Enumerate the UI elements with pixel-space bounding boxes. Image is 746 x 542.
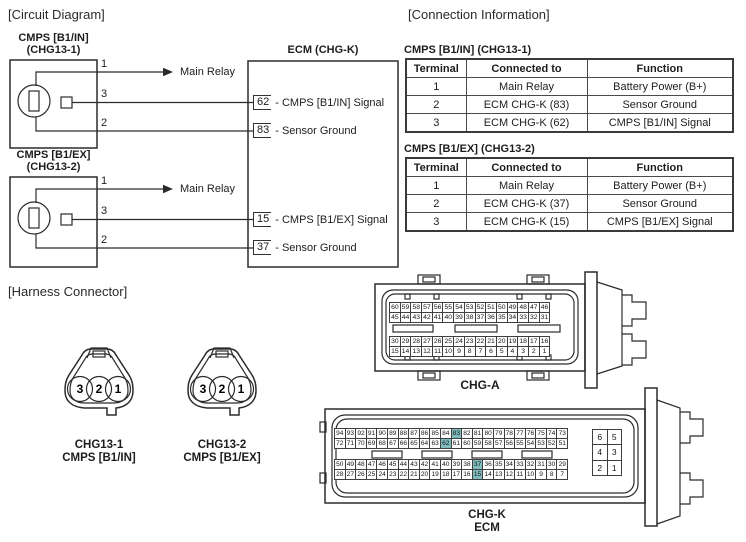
cell-function: Battery Power (B+)	[587, 78, 733, 96]
pin-cell-22: 22	[475, 336, 487, 347]
pin-cell-36: 36	[485, 312, 497, 323]
pin-cell-71: 71	[345, 438, 357, 449]
pin-cell-8: 8	[546, 469, 558, 480]
sensor1-name: CMPS [B1/IN]	[18, 32, 89, 44]
chg-a-pin-grid-bottom	[389, 336, 550, 357]
pin-cell-82: 82	[461, 428, 473, 439]
connection-table-1	[405, 58, 734, 133]
pin-cell-4: 4	[592, 444, 608, 460]
pin-cell-24: 24	[453, 336, 465, 347]
pin-cell-22: 22	[398, 469, 410, 480]
pin-cell-29: 29	[556, 459, 568, 470]
pin-cell-41: 41	[432, 312, 444, 323]
pin-cell-52: 52	[475, 302, 487, 313]
pin-cell-67: 67	[387, 438, 399, 449]
cell-terminal: 3	[406, 114, 466, 133]
pin-cell-30: 30	[546, 459, 558, 470]
cell-connected-to: ECM CHG-K (15)	[466, 213, 587, 232]
wire-number: 1	[101, 58, 108, 70]
wire-number: 2	[101, 234, 108, 246]
pin-cell-48: 48	[517, 302, 529, 313]
chg-k-pin-grid-top	[334, 428, 568, 449]
pin-cell-54: 54	[453, 302, 465, 313]
sensor2-connector-id: (CHG13-2)	[26, 161, 81, 173]
pin-cell-49: 49	[507, 302, 519, 313]
pin-cell-60: 60	[461, 438, 473, 449]
pin-cell-27: 27	[421, 336, 433, 347]
pin-cell-12: 12	[421, 346, 433, 357]
pin-cell-80: 80	[482, 428, 494, 439]
pin-cell-89: 89	[387, 428, 399, 439]
pin-cell-4: 4	[507, 346, 519, 357]
pin-cell-20: 20	[419, 469, 431, 480]
pin-cell-56: 56	[432, 302, 444, 313]
pin-cell-56: 56	[504, 438, 516, 449]
pin-cell-23: 23	[464, 336, 476, 347]
pin-cell-83: 83	[451, 428, 463, 439]
pin-cell-40: 40	[440, 459, 452, 470]
main-relay-label: Main Relay	[180, 66, 236, 78]
pin-cell-42: 42	[421, 312, 433, 323]
pin-cell-36: 36	[482, 459, 494, 470]
ecm-pin-function: - CMPS [B1/IN] Signal	[275, 96, 385, 109]
chg-a-label: CHG-A	[460, 378, 500, 392]
pin-cell-10: 10	[525, 469, 537, 480]
pin-cell-61: 61	[451, 438, 463, 449]
cell-terminal: 2	[406, 195, 466, 213]
pin-cell-34: 34	[507, 312, 519, 323]
pin-cell-25: 25	[442, 336, 454, 347]
cell-connected-to: Main Relay	[466, 177, 587, 195]
pin-row	[592, 444, 622, 460]
pin-cell-38: 38	[464, 312, 476, 323]
pin-cell-5: 5	[496, 346, 508, 357]
harness-connector-symbol-1	[65, 348, 133, 415]
cell-terminal: 1	[406, 177, 466, 195]
col-header-connected-to: Connected to	[466, 158, 587, 177]
pin-cell-21: 21	[485, 336, 497, 347]
pin-cell-46: 46	[539, 302, 551, 313]
pin-cell-3: 3	[607, 444, 623, 460]
ecm-pin-number: 83	[253, 123, 271, 138]
cell-connected-to: ECM CHG-K (62)	[466, 114, 587, 133]
table-row	[406, 114, 733, 133]
pin-cell-25: 25	[366, 469, 378, 480]
pin-cell-52: 52	[546, 438, 558, 449]
pin-cell-29: 29	[400, 336, 412, 347]
pin-cell-38: 38	[461, 459, 473, 470]
pin-cell-2: 2	[592, 460, 608, 476]
pin-cell-86: 86	[419, 428, 431, 439]
cell-connected-to: ECM CHG-K (37)	[466, 195, 587, 213]
pin-row	[389, 346, 550, 357]
wire-number: 3	[101, 205, 108, 217]
pin-cell-51: 51	[485, 302, 497, 313]
chg-k-sublabel: ECM	[474, 522, 500, 534]
col-header-terminal: Terminal	[406, 59, 466, 78]
pin-cell-78: 78	[504, 428, 516, 439]
ecm-pin-62	[253, 95, 384, 110]
cell-terminal: 1	[406, 78, 466, 96]
circuit-diagram-title: [Circuit Diagram]	[8, 7, 105, 22]
pin-cell-31: 31	[539, 312, 551, 323]
pin-label: 2	[95, 382, 103, 397]
pin-cell-6: 6	[485, 346, 497, 357]
cell-connected-to: Main Relay	[466, 78, 587, 96]
pin-cell-76: 76	[525, 428, 537, 439]
ecm-pin-15	[253, 212, 388, 227]
pin-cell-81: 81	[472, 428, 484, 439]
pin-cell-50: 50	[334, 459, 346, 470]
ecm-pin-number: 15	[253, 212, 271, 227]
harness-connector-title: [Harness Connector]	[8, 284, 128, 299]
pin-cell-30: 30	[389, 336, 401, 347]
pin-cell-93: 93	[345, 428, 357, 439]
pin-cell-24: 24	[376, 469, 388, 480]
pin-cell-14: 14	[482, 469, 494, 480]
table-row	[406, 213, 733, 232]
pin-cell-72: 72	[334, 438, 346, 449]
pin-cell-17: 17	[528, 336, 540, 347]
ecm-box	[248, 61, 398, 267]
pin-cell-94: 94	[334, 428, 346, 439]
pin-cell-40: 40	[442, 312, 454, 323]
cell-function: Sensor Ground	[587, 96, 733, 114]
pin-cell-32: 32	[525, 459, 537, 470]
pin-cell-57: 57	[421, 302, 433, 313]
harness1-label: CMPS [B1/IN]	[62, 452, 136, 464]
pin-cell-69: 69	[366, 438, 378, 449]
pin-cell-43: 43	[408, 459, 420, 470]
pin-cell-74: 74	[546, 428, 558, 439]
col-header-function: Function	[587, 158, 733, 177]
pin-cell-64: 64	[419, 438, 431, 449]
pin-cell-41: 41	[429, 459, 441, 470]
col-header-terminal: Terminal	[406, 158, 466, 177]
ecm-pin-function: - Sensor Ground	[275, 241, 357, 254]
pin-cell-57: 57	[493, 438, 505, 449]
pin-cell-5: 5	[607, 429, 623, 445]
pin-cell-65: 65	[408, 438, 420, 449]
cell-function: Battery Power (B+)	[587, 177, 733, 195]
pin-cell-62: 62	[440, 438, 452, 449]
pin-cell-47: 47	[528, 302, 540, 313]
cell-terminal: 3	[406, 213, 466, 232]
pin-cell-44: 44	[398, 459, 410, 470]
col-header-function: Function	[587, 59, 733, 78]
table-header-row	[406, 59, 733, 78]
pin-cell-35: 35	[493, 459, 505, 470]
pin-cell-49: 49	[345, 459, 357, 470]
table-row	[406, 177, 733, 195]
pin-cell-59: 59	[472, 438, 484, 449]
harness2-label: CMPS [B1/EX]	[183, 452, 261, 464]
pin-cell-47: 47	[366, 459, 378, 470]
pin-cell-66: 66	[398, 438, 410, 449]
table1-caption: CMPS [B1/IN] (CHG13-1)	[404, 44, 532, 56]
pin-cell-7: 7	[556, 469, 568, 480]
pin-cell-20: 20	[496, 336, 508, 347]
pin-cell-26: 26	[432, 336, 444, 347]
pin-cell-37: 37	[472, 459, 484, 470]
pin-cell-88: 88	[398, 428, 410, 439]
chg-a-connector-drawing	[375, 272, 646, 388]
chg-a-pin-grid-top	[389, 302, 550, 323]
pin-cell-16: 16	[539, 336, 551, 347]
cell-connected-to: ECM CHG-K (83)	[466, 96, 587, 114]
pin-cell-42: 42	[419, 459, 431, 470]
cell-function: CMPS [B1/EX] Signal	[587, 213, 733, 232]
pin-cell-6: 6	[592, 429, 608, 445]
connection-information-title: [Connection Information]	[408, 7, 550, 22]
pin-cell-11: 11	[514, 469, 526, 480]
pin-cell-2: 2	[528, 346, 540, 357]
sensor1-symbol	[10, 60, 97, 148]
pin-cell-7: 7	[475, 346, 487, 357]
pin-cell-15: 15	[389, 346, 401, 357]
pin-cell-54: 54	[525, 438, 537, 449]
pin-cell-45: 45	[389, 312, 401, 323]
pin-cell-87: 87	[408, 428, 420, 439]
wire-number: 2	[101, 117, 108, 129]
pin-cell-44: 44	[400, 312, 412, 323]
ecm-pin-number: 62	[253, 95, 271, 110]
pin-cell-60: 60	[389, 302, 401, 313]
main-relay-label: Main Relay	[180, 183, 236, 195]
pin-cell-75: 75	[535, 428, 547, 439]
pin-cell-92: 92	[355, 428, 367, 439]
pin-cell-9: 9	[453, 346, 465, 357]
pin-cell-33: 33	[517, 312, 529, 323]
pin-cell-51: 51	[556, 438, 568, 449]
pin-cell-1: 1	[607, 460, 623, 476]
pin-row	[389, 312, 550, 323]
pin-cell-35: 35	[496, 312, 508, 323]
pin-cell-33: 33	[514, 459, 526, 470]
pin-cell-26: 26	[355, 469, 367, 480]
pin-cell-15: 15	[472, 469, 484, 480]
pin-cell-9: 9	[535, 469, 547, 480]
pin-cell-13: 13	[410, 346, 422, 357]
pin-cell-43: 43	[410, 312, 422, 323]
ecm-pin-number: 37	[253, 240, 271, 255]
pin-cell-63: 63	[429, 438, 441, 449]
pin-row	[334, 438, 568, 449]
pin-cell-34: 34	[504, 459, 516, 470]
pin-cell-18: 18	[440, 469, 452, 480]
pin-row	[334, 469, 568, 480]
pin-cell-58: 58	[410, 302, 422, 313]
pin-cell-77: 77	[514, 428, 526, 439]
pin-cell-21: 21	[408, 469, 420, 480]
pin-cell-39: 39	[453, 312, 465, 323]
harness-connector-symbol-2	[188, 348, 256, 415]
ecm-pin-83	[253, 123, 357, 138]
pin-cell-28: 28	[334, 469, 346, 480]
pin-cell-85: 85	[429, 428, 441, 439]
table-row	[406, 195, 733, 213]
col-header-connected-to: Connected to	[466, 59, 587, 78]
pin-cell-31: 31	[535, 459, 547, 470]
table2-caption: CMPS [B1/EX] (CHG13-2)	[404, 143, 535, 155]
pin-label: 3	[199, 382, 207, 397]
sensor2-name: CMPS [B1/EX]	[16, 149, 91, 161]
pin-cell-19: 19	[507, 336, 519, 347]
cell-function: CMPS [B1/IN] Signal	[587, 114, 733, 133]
pin-cell-8: 8	[464, 346, 476, 357]
harness2-id: CHG13-2	[197, 439, 247, 451]
pin-row	[592, 460, 622, 476]
pin-cell-55: 55	[442, 302, 454, 313]
pin-cell-79: 79	[493, 428, 505, 439]
pin-cell-70: 70	[355, 438, 367, 449]
chg-k-label: CHG-K	[468, 509, 506, 521]
pin-cell-39: 39	[451, 459, 463, 470]
pin-row	[592, 429, 622, 445]
cell-function: Sensor Ground	[587, 195, 733, 213]
pin-cell-10: 10	[442, 346, 454, 357]
chg-k-connector-drawing	[320, 388, 703, 526]
pin-cell-17: 17	[451, 469, 463, 480]
pin-cell-14: 14	[400, 346, 412, 357]
pin-cell-55: 55	[514, 438, 526, 449]
pin-cell-23: 23	[387, 469, 399, 480]
pin-cell-18: 18	[517, 336, 529, 347]
pin-label: 2	[218, 382, 226, 397]
wire-number: 3	[101, 88, 108, 100]
pin-cell-19: 19	[429, 469, 441, 480]
wire-number: 1	[101, 175, 108, 187]
sensor1-connector-id: (CHG13-1)	[26, 44, 81, 56]
pin-label: 3	[76, 382, 84, 397]
pin-cell-37: 37	[475, 312, 487, 323]
sensor2-symbol	[10, 177, 97, 267]
pin-cell-3: 3	[517, 346, 529, 357]
pin-cell-90: 90	[376, 428, 388, 439]
pin-cell-50: 50	[496, 302, 508, 313]
connection-table-2	[405, 157, 734, 232]
pin-label: 1	[237, 382, 245, 397]
pin-cell-16: 16	[461, 469, 473, 480]
chg-k-pin-grid-bottom	[334, 459, 568, 480]
cell-terminal: 2	[406, 96, 466, 114]
ecm-pin-function: - CMPS [B1/EX] Signal	[275, 213, 388, 226]
pin-cell-11: 11	[432, 346, 444, 357]
pin-cell-53: 53	[464, 302, 476, 313]
pin-label: 1	[114, 382, 122, 397]
ecm-pin-function: - Sensor Ground	[275, 124, 357, 137]
pin-cell-48: 48	[355, 459, 367, 470]
pin-cell-27: 27	[345, 469, 357, 480]
pin-cell-84: 84	[440, 428, 452, 439]
pin-cell-53: 53	[535, 438, 547, 449]
chg-k-side-pin-grid	[592, 429, 622, 476]
ecm-pin-37	[253, 240, 357, 255]
table-header-row	[406, 158, 733, 177]
pin-cell-28: 28	[410, 336, 422, 347]
pin-cell-91: 91	[366, 428, 378, 439]
table-row	[406, 96, 733, 114]
pin-cell-73: 73	[556, 428, 568, 439]
pin-cell-45: 45	[387, 459, 399, 470]
pin-cell-59: 59	[400, 302, 412, 313]
harness1-id: CHG13-1	[74, 439, 124, 451]
pin-cell-46: 46	[376, 459, 388, 470]
ecm-title: ECM (CHG-K)	[287, 44, 359, 56]
pin-cell-12: 12	[504, 469, 516, 480]
pin-cell-58: 58	[482, 438, 494, 449]
pin-cell-68: 68	[376, 438, 388, 449]
table-row	[406, 78, 733, 96]
pin-cell-13: 13	[493, 469, 505, 480]
pin-cell-32: 32	[528, 312, 540, 323]
pin-cell-1: 1	[539, 346, 551, 357]
